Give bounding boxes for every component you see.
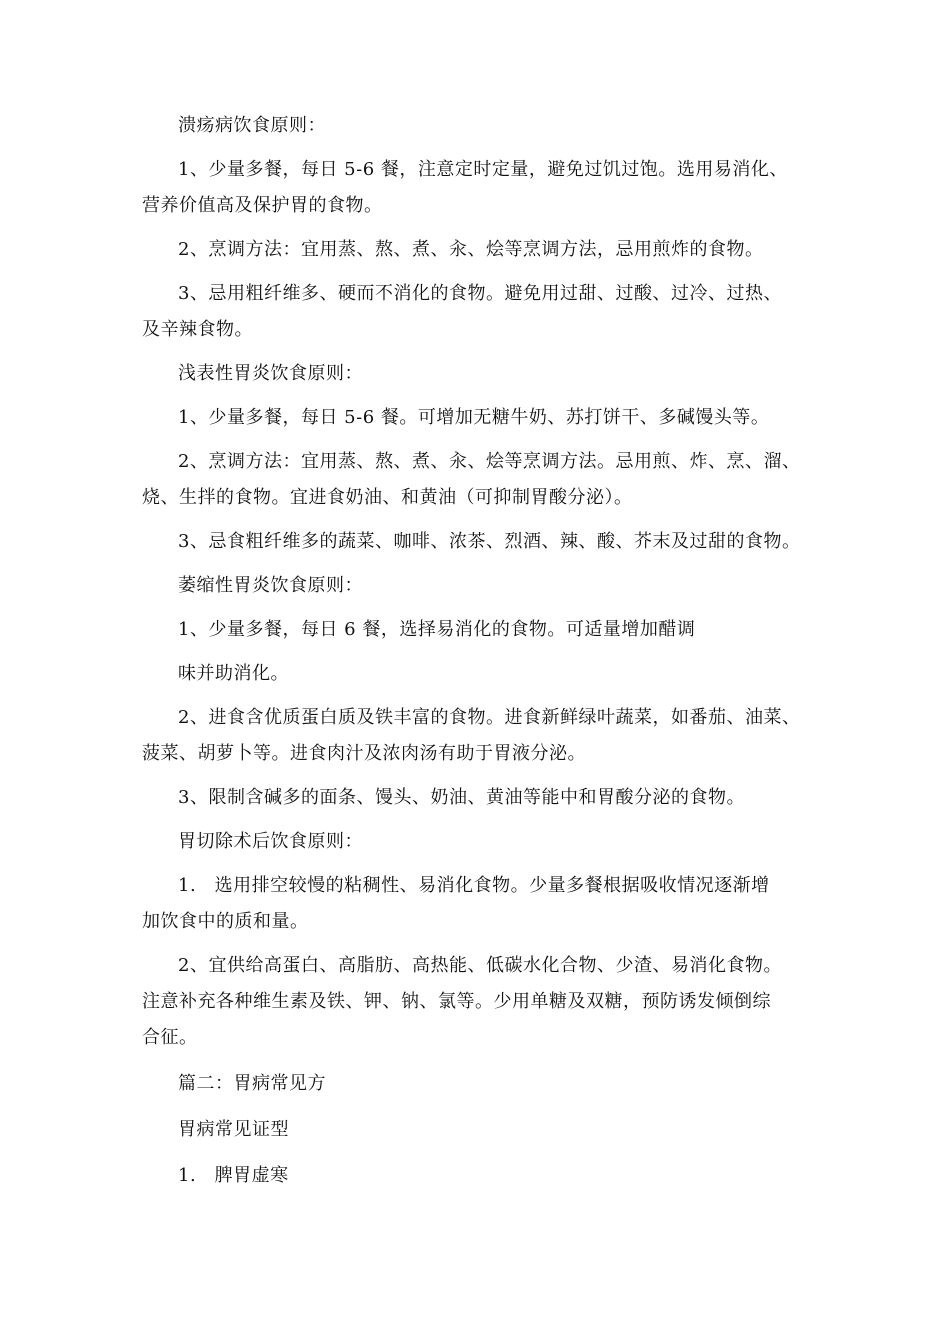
paragraph-line: 加饮食中的质和量。 — [142, 911, 309, 932]
section-heading-syndrome-types: 胃病常见证型 — [178, 1119, 289, 1140]
paragraph-line: 合征。 — [142, 1027, 198, 1048]
section-heading-gastrectomy: 胃切除术后饮食原则： — [178, 831, 363, 852]
paragraph-line: 2、烹调方法：宜用蒸、熬、煮、汆、烩等烹调方法，忌用煎炸的食物。 — [178, 239, 764, 260]
paragraph-line: 3、限制含碱多的面条、馒头、奶油、黄油等能中和胃酸分泌的食物。 — [178, 787, 745, 808]
paragraph-line: 1、少量多餐，每日 6 餐，选择易消化的食物。可适量增加醋调 — [178, 619, 696, 640]
paragraph-line: 1. 选用排空较慢的粘稠性、易消化食物。少量多餐根据吸收情况逐渐增 — [178, 875, 770, 896]
document-body — [142, 108, 822, 1194]
paragraph-line: 营养价值高及保护胃的食物。 — [142, 195, 383, 216]
section-heading-superficial-gastritis: 浅表性胃炎饮食原则： — [178, 363, 363, 384]
paragraph-line: 1、少量多餐，每日 5-6 餐，注意定时定量，避免过饥过饱。选用易消化、 — [178, 159, 788, 180]
paragraph-line: 1、少量多餐，每日 5-6 餐。可增加无糖牛奶、苏打饼干、多碱馒头等。 — [178, 407, 770, 428]
paragraph-line: 味并助消化。 — [178, 663, 289, 684]
chapter-heading: 篇二：胃病常见方 — [178, 1073, 326, 1094]
paragraph-line: 3、忌用粗纤维多、硬而不消化的食物。避免用过甜、过酸、过冷、过热、 — [178, 283, 782, 304]
paragraph-line: 菠菜、胡萝卜等。进食肉汁及浓肉汤有助于胃液分泌。 — [142, 743, 586, 764]
section-heading-atrophic-gastritis: 萎缩性胃炎饮食原则： — [178, 575, 363, 596]
paragraph-line: 注意补充各种维生素及铁、钾、钠、氯等。少用单糖及双糖，预防诱发倾倒综 — [142, 991, 771, 1012]
paragraph-line: 2、宜供给高蛋白、高脂肪、高热能、低碳水化合物、少渣、易消化食物。 — [178, 955, 782, 976]
list-item: 1. 脾胃虚寒 — [178, 1165, 289, 1186]
paragraph-line: 及辛辣食物。 — [142, 319, 253, 340]
paragraph-line: 2、烹调方法：宜用蒸、熬、煮、汆、烩等烹调方法。忌用煎、炸、烹、溜、 — [178, 451, 801, 472]
paragraph-line: 3、忌食粗纤维多的蔬菜、咖啡、浓茶、烈酒、辣、酸、芥末及过甜的食物。 — [178, 531, 801, 552]
paragraph-line: 2、进食含优质蛋白质及铁丰富的食物。进食新鲜绿叶蔬菜，如番茄、油菜、 — [178, 707, 801, 728]
paragraph-line: 烧、生拌的食物。宜进食奶油、和黄油（可抑制胃酸分泌）。 — [142, 487, 633, 508]
section-heading-ulcer: 溃疡病饮食原则： — [178, 115, 326, 136]
